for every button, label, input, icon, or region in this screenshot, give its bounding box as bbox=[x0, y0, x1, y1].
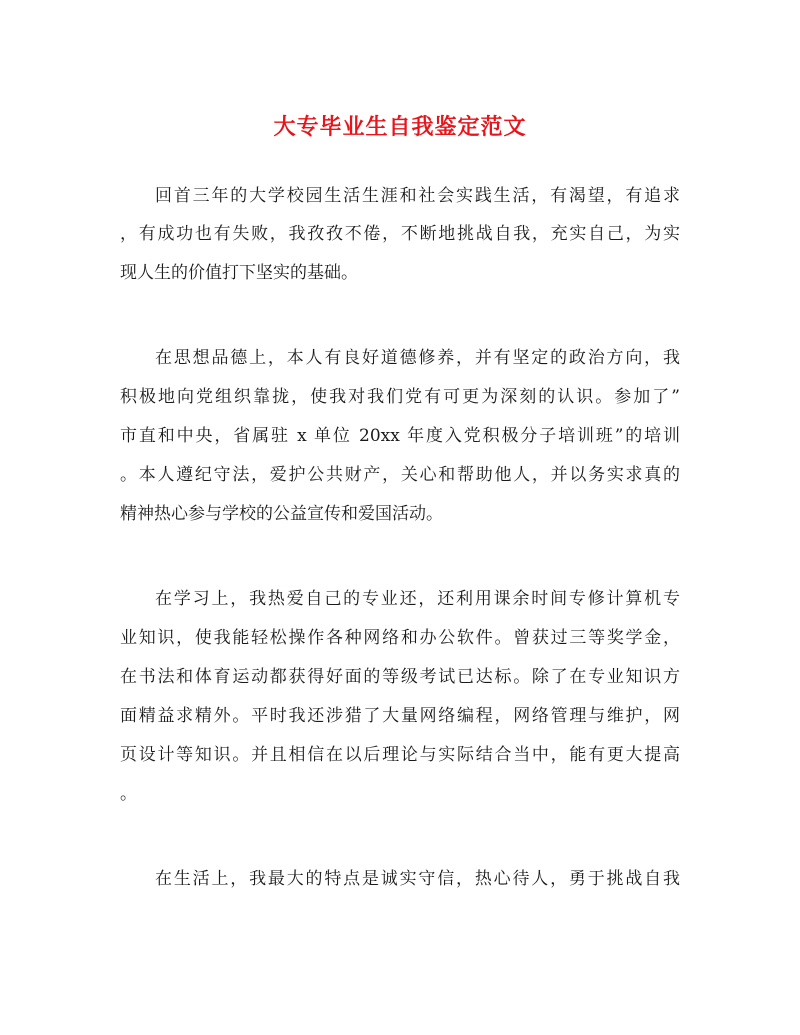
paragraph-2-line-3: 市直和中央，省属驻 x 单位 20xx 年度入党积极分子培训班”的培训 bbox=[120, 426, 680, 446]
paragraph-2-line-4: 。本人遵纪守法，爱护公共财产，关心和帮助他人，并以务实求真的 bbox=[120, 465, 680, 485]
paragraph-1-line-3: 现人生的价值打下坚实的基础。 bbox=[120, 263, 358, 283]
paragraph-1-line-1: 回首三年的大学校园生活生涯和社会实践生活，有渴望，有追求 bbox=[155, 186, 680, 206]
paragraph-4-line-1: 在生活上，我最大的特点是诚实守信，热心待人，勇于挑战自我 bbox=[155, 869, 680, 889]
paragraph-2-line-2: 积极地向党组织靠拢，使我对我们党有可更为深刻的认识。参加了” bbox=[120, 387, 680, 407]
paragraph-3-line-2: 业知识，使我能轻松操作各种网络和办公软件。曾获过三等奖学金， bbox=[120, 628, 680, 648]
paragraph-2-line-1: 在思想品德上，本人有良好道德修养，并有坚定的政治方向，我 bbox=[155, 348, 680, 368]
paragraph-3-line-4: 面精益求精外。平时我还涉猎了大量网络编程，网络管理与维护，网 bbox=[120, 706, 680, 726]
paragraph-3-line-1: 在学习上，我热爱自己的专业还，还利用课余时间专修计算机专 bbox=[155, 589, 680, 609]
paragraph-3-line-3: 在书法和体育运动都获得好面的等级考试已达标。除了在专业知识方 bbox=[120, 667, 680, 687]
paragraph-1-line-2: ，有成功也有失败，我孜孜不倦，不断地挑战自我，充实自己，为实 bbox=[120, 224, 680, 244]
paragraph-2-line-5: 精神热心参与学校的公益宣传和爱国活动。 bbox=[120, 504, 443, 524]
paragraph-3-line-5: 页设计等知识。并且相信在以后理论与实际结合当中，能有更大提高 bbox=[120, 745, 680, 765]
document-title: 大专毕业生自我鉴定范文 bbox=[273, 114, 527, 140]
paragraph-3-line-6: 。 bbox=[120, 784, 137, 804]
